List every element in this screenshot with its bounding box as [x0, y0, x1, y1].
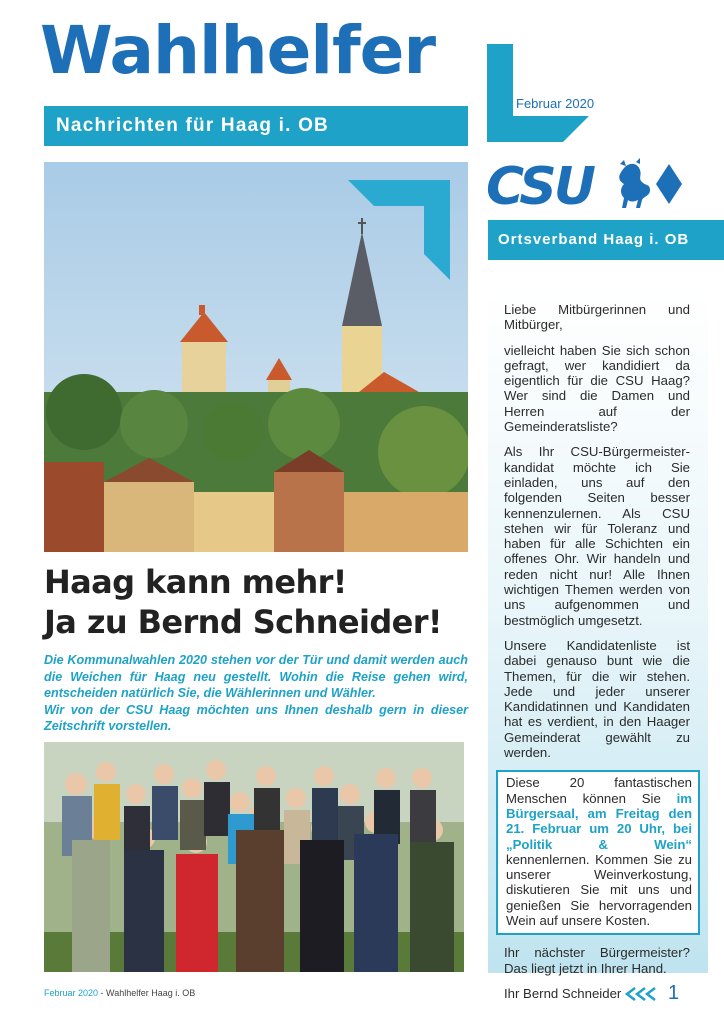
intro-text [44, 652, 468, 735]
letter-paragraph-1: vielleicht haben Sie sich schon gefragt, wer kandidiert da eigentlich für die CSU Haag? Wer sind die Damen und Herren auf der Gemeinderatsliste? [504, 342, 690, 435]
csu-logo-text: CSU [486, 157, 593, 212]
footer-publication: Wahlhelfer Haag i. OB [106, 988, 196, 998]
footer-separator: - [98, 988, 107, 998]
footer-date: Februar 2020 [44, 988, 99, 998]
event-text-pre: Diese 20 fantastischen Menschen können Sie [506, 775, 692, 806]
headline-line-2: Ja zu Bernd Schneider! [44, 603, 442, 641]
corner-bracket-decoration [487, 44, 589, 144]
intro-paragraph-1: Die Kommunalwahlen 2020 stehen vor der Tür und damit werden auch die Weichen für Haag neu gestellt. Wohin die Reise gehen wird, entscheiden natürlich Sie, die Wählerinnen und Wähler. [44, 653, 468, 701]
intro-paragraph-2: Wir von der CSU Haag möchten uns Ihnen deshalb gern in dieser Zeitschrift vorstellen. [44, 702, 468, 734]
headline [44, 562, 484, 642]
candidates-group-photo [44, 742, 464, 972]
letter-paragraph-4: Ihr nächster Bürgermeister? Das liegt jetzt in Ihrer Hand. [504, 945, 690, 976]
letter-paragraph-3: Unsere Kandidatenliste ist dabei genauso bunt wie die Themen, für die wir stehen. Jede und jeder unserer Kandidatinnen und Kandidaten hat es verdient, in den Haager Gemeinderat gewählt zu werden. [504, 637, 690, 761]
chevron-left-double-icon [623, 986, 659, 1002]
corner-bracket-decoration-photo [348, 180, 450, 280]
ortsverband-label: Ortsverband Haag i. OB [488, 220, 724, 260]
masthead-subtitle: Nachrichten für Haag i. OB [44, 106, 468, 146]
event-details: im Bürgersaal, am Freitag den 21. Februar um 20 Uhr, bei „Politik & Wein“ [506, 790, 692, 852]
page-number: 1 [668, 982, 680, 1004]
letter-salutation: Liebe Mitbürgerinnen und Mitbürger, [504, 302, 690, 333]
event-text-post: kennenlernen. Kommen Sie zu unserer Weinverkostung, diskutieren Sie mit uns und genießen Sie hervorragenden Wein auf unsere Kosten. [506, 851, 692, 928]
letter-signature: Ihr Bernd Schneider [504, 985, 622, 1001]
letter-column [488, 290, 708, 1001]
letter-paragraph-2: Als Ihr CSU-Bürgermeister-kandidat möchte ich Sie einladen, uns auf den folgenden Seiten besser kennenzulernen. Als CSU stehen wir für Toleranz und haben für alle Schichten ein offenes Ohr. Wir handeln und reden nicht nur! Alle Ihnen wichtigen Themen werden von uns aufgenommen und bestmöglich umgesetzt. [504, 444, 690, 628]
issue-date: Februar 2020 [516, 96, 595, 111]
footer-credit [44, 988, 195, 998]
masthead-title: Wahlhelfer [40, 12, 435, 89]
csu-logo [486, 156, 686, 212]
headline-line-1: Haag kann mehr! [44, 563, 347, 601]
lion-icon [619, 158, 650, 208]
event-invitation-box [496, 770, 700, 935]
diamond-icon [656, 164, 682, 204]
